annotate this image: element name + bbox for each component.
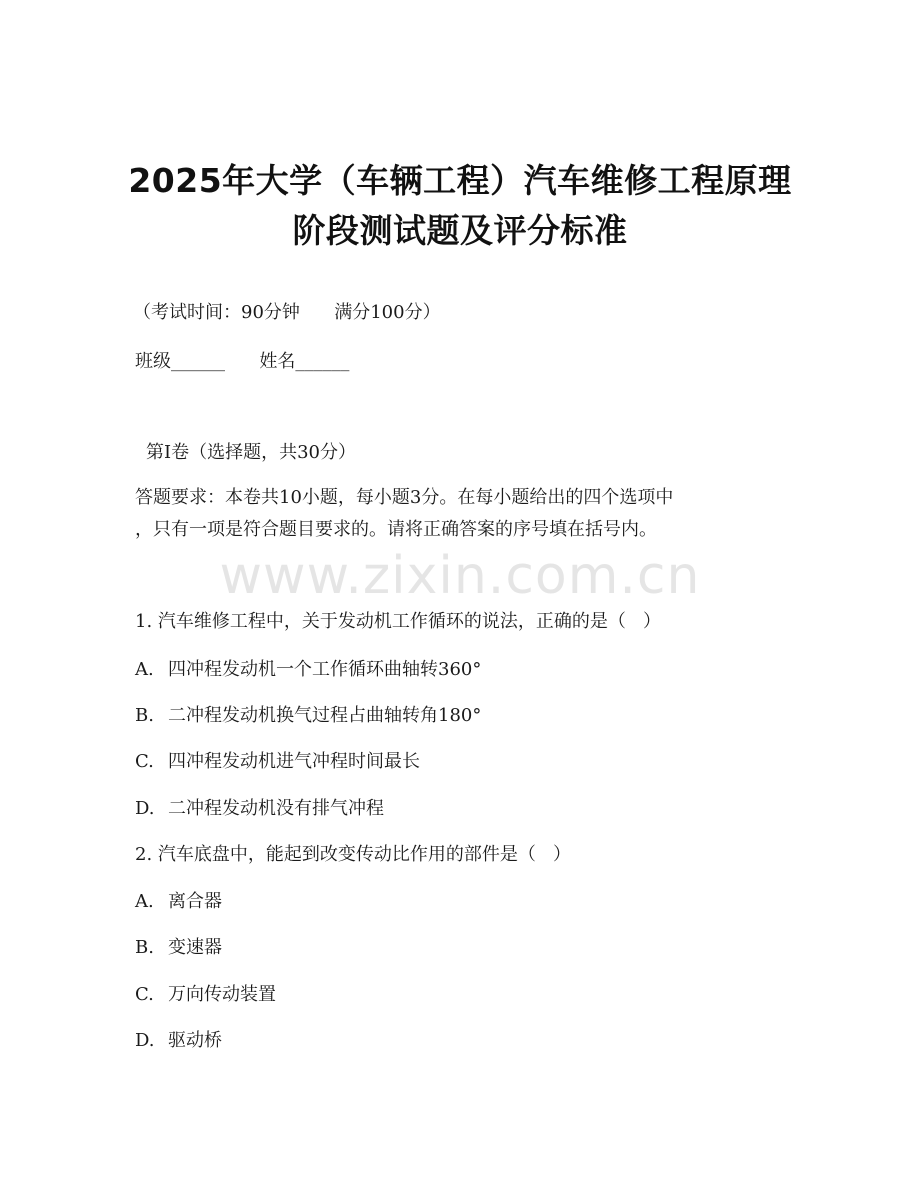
option-label: D. (135, 798, 155, 819)
question-1-stem: 1. 汽车维修工程中，关于发动机工作循环的说法，正确的是（ ） (135, 611, 662, 632)
question-2-option-c (135, 983, 276, 1007)
class-and-name-fields: 班级______ 姓名______ (135, 351, 350, 372)
document-title-line-1: 2025年大学（车辆工程）汽车维修工程原理 (128, 161, 792, 200)
option-label: D. (135, 1030, 155, 1051)
option-label: B. (135, 705, 154, 726)
instructions-line-2: ，只有一项是符合题目要求的。请将正确答案的序号填在括号内。 (135, 519, 657, 540)
option-label: C. (135, 984, 154, 1005)
option-text: 变速器 (168, 937, 222, 958)
instructions-line-1: 答题要求：本卷共10小题，每小题3分。在每小题给出的四个选项中 (135, 487, 674, 508)
option-label: B. (135, 937, 154, 958)
question-2-option-b (135, 936, 222, 960)
watermark: www.zixin.com.cn (219, 546, 701, 606)
question-1-option-d (135, 797, 384, 821)
option-text: 驱动桥 (168, 1030, 222, 1051)
exam-time-and-score: （考试时间：90分钟 满分100分） (133, 302, 441, 323)
question-1-option-a (135, 658, 481, 682)
question-1-option-b (135, 704, 481, 728)
option-text: 二冲程发动机没有排气冲程 (168, 798, 384, 819)
option-text: 四冲程发动机进气冲程时间最长 (168, 751, 420, 772)
option-label: A. (135, 891, 154, 912)
option-text: 万向传动装置 (168, 984, 276, 1005)
question-2-stem: 2. 汽车底盘中，能起到改变传动比作用的部件是（ ） (135, 844, 572, 865)
question-2-option-a (135, 890, 222, 914)
question-1-option-c (135, 750, 420, 774)
option-text: 离合器 (168, 891, 222, 912)
option-label: C. (135, 751, 154, 772)
option-label: A. (135, 659, 154, 680)
option-text: 二冲程发动机换气过程占曲轴转角180° (168, 705, 482, 726)
question-2-option-d (135, 1029, 222, 1053)
document-title-line-2: 阶段测试题及评分标准 (292, 211, 628, 250)
section-heading: 第I卷（选择题，共30分） (146, 442, 357, 463)
option-text: 四冲程发动机一个工作循环曲轴转360° (168, 659, 482, 680)
